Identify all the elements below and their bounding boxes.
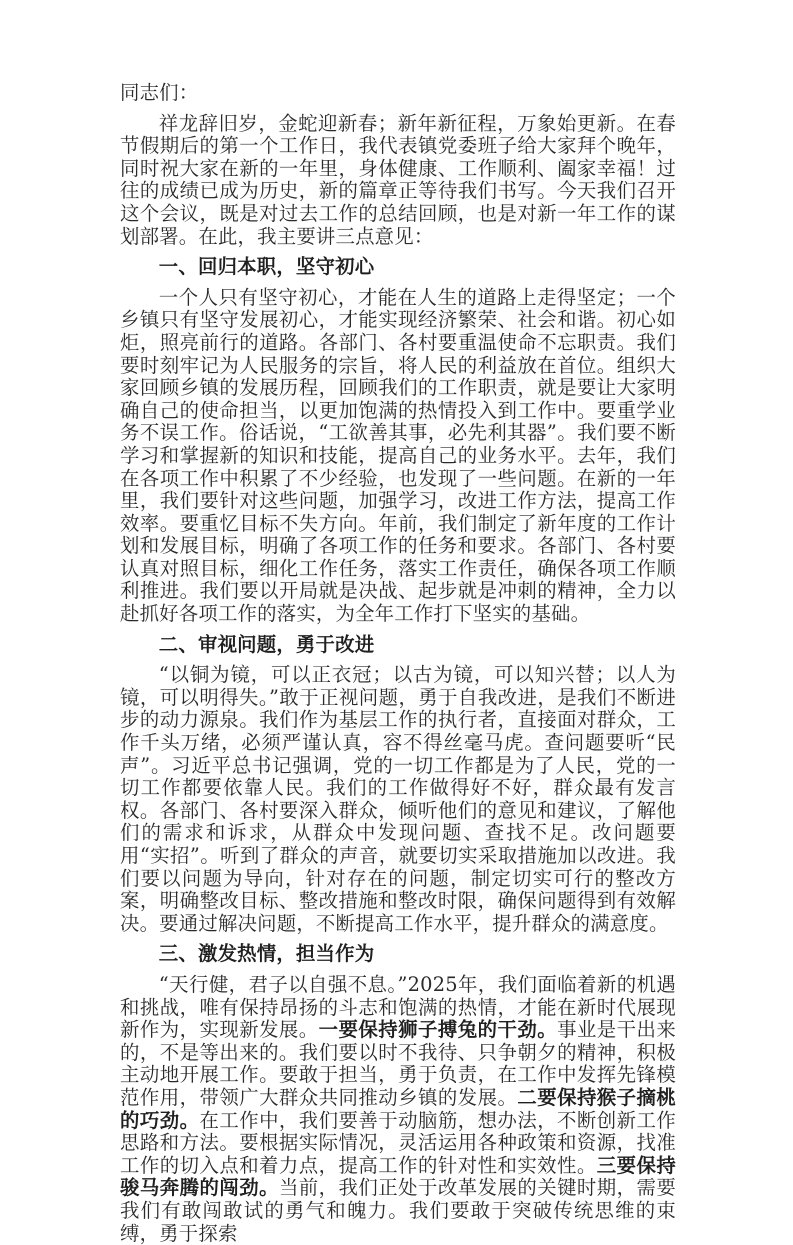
bold-point-1: 一要保持狮子搏兔的干劲。 xyxy=(318,1018,558,1042)
body-text: 在工作中，我们要善于动脑筋，想办法，不断创新工作思路和方法。要根据实际情况，灵活运用各种政策和资源，找准工作的切入点和着力点，提高工作的针对性和实效性。 xyxy=(120,1108,676,1177)
section-heading-2: 二、审视问题，勇于改进 xyxy=(158,632,375,656)
section-body-3 xyxy=(120,974,676,1245)
bold-point-2: 二要保持猴子摘桃的巧劲。 xyxy=(120,1085,677,1132)
salutation: 同志们： xyxy=(120,81,199,104)
section-heading-1: 一、回归本职，坚守初心 xyxy=(158,255,375,279)
document-page xyxy=(120,82,676,1245)
section-heading-3: 三、激发热情，担当作为 xyxy=(158,942,375,966)
section-body-1: 一个人只有坚守初心，才能在人生的道路上走得坚定；一个乡镇只有坚守发展初心，才能实现经济繁荣、社会和谐。初心如炬，照亮前行的道路。各部门、各村要重温使命不忘职责。我们要时刻牢记为人民服务的宗旨，将人民的利益放在首位。组织大家回顾乡镇的发展历程，回顾我们的工作职责，就是要让大家明确自己的使命担当，以更加饱满的热情投入到工作中。要重学业务不误工作。俗话说，“工欲善其事，必先利其器”。我们要不断学习和掌握新的知识和技能，提高自己的业务水平。去年，我们在各项工作中积累了不少经验，也发现了一些问题。在新的一年里，我们要针对这些问题，加强学习，改进工作方法，提高工作效率。要重忆目标不失方向。年前，我们制定了新年度的工作计划和发展目标，明确了各项工作的任务和要求。各部门、各村要认真对照目标，细化工作任务，落实工作责任，确保各项工作顺利推进。我们要以开局就是决战、起步就是冲刺的精神，全力以赴抓好各项工作的落实，为全年工作打下坚实的基础。 xyxy=(120,285,676,626)
intro-paragraph: 祥龙辞旧岁，金蛇迎新春；新年新征程，万象始更新。在春节假期后的第一个工作日，我代表镇党委班子给大家拜个晚年，同时祝大家在新的一年里，身体健康、工作顺利、阖家幸福！过往的成绩已成为历史，新的篇章正等待我们书写。今天我们召开这个会议，既是对过去工作的总结回顾，也是对新一年工作的谋划部署。在此，我主要讲三点意见： xyxy=(120,111,676,248)
section-body-2: “以铜为镜，可以正衣冠；以古为镜，可以知兴替；以人为镜，可以明得失。”敢于正视问题，勇于自我改进，是我们不断进步的动力源泉。我们作为基层工作的执行者，直接面对群众，工作千头万绪，必须严谨认真，容不得丝毫马虎。查问题要听“民声”。习近平总书记强调，党的一切工作都是为了人民，党的一切工作都要依靠人民。我们的工作做得好不好，群众最有发言权。各部门、各村要深入群众，倾听他们的意见和建议，了解他们的需求和诉求，从群众中发现问题、查找不足。改问题要用“实招”。听到了群众的声音，就要切实采取措施加以改进。我们要以问题为导向，针对存在的问题，制定切实可行的整改方案，明确整改目标、整改措施和整改时限，确保问题得到有效解决。要通过解决问题，不断提高工作水平，提升群众的满意度。 xyxy=(120,663,676,935)
body-text: “天行健，君子以自强不息。”2025年，我们面临着新的机遇和挑战，唯有保持昂扬的斗志和饱满的热情，才能在新时代展现新作为，实现新发展。 xyxy=(120,972,676,1042)
bold-point-3: 三要保持骏马奔腾的闯劲。 xyxy=(120,1153,676,1200)
body-text: 事业是干出来的，不是等出来的。我们要以时不我待、只争朝夕的精神，积极主动地开展工作。要敢于担当，勇于负责，在工作中发挥先锋模范作用，带领广大群众共同推动乡镇的发展。 xyxy=(120,1018,677,1109)
body-text: 当前，我们正处于改革发展的关键时期，需要我们有敢闯敢试的勇气和魄力。我们要敢于突破传统思维的束缚，勇于探索 xyxy=(120,1176,676,1245)
